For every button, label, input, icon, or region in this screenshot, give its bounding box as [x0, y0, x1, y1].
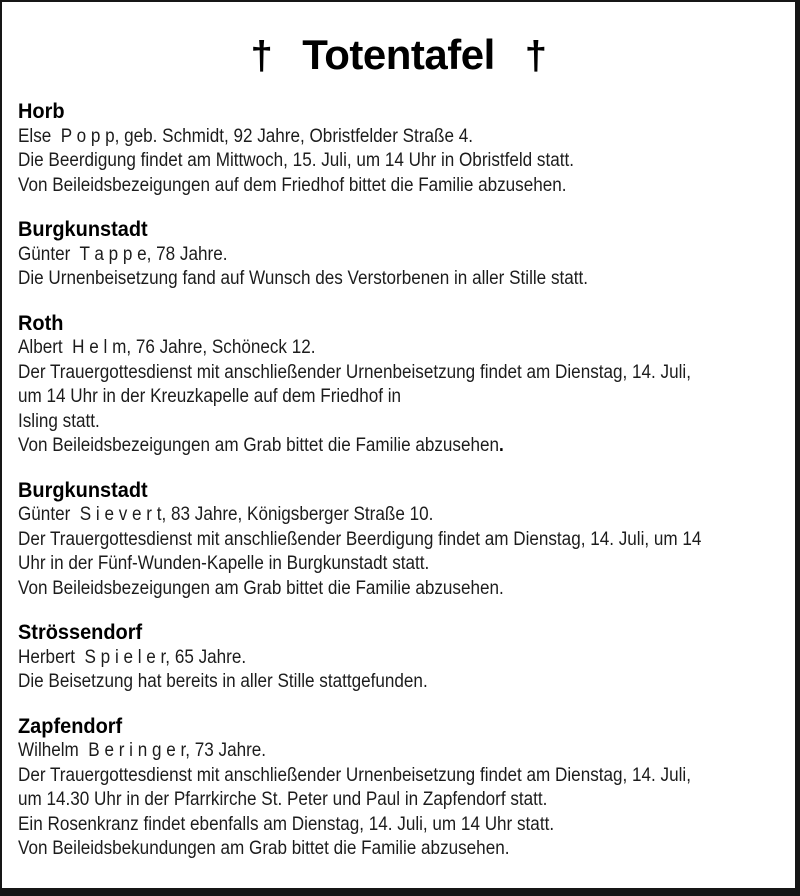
obituary-section — [18, 715, 783, 862]
page-title — [2, 32, 795, 78]
notice-line: Die Beisetzung hat bereits in aller Stille stattgefunden. — [18, 671, 428, 693]
notice-line: Günter T a p p e, 78 Jahre. — [18, 243, 228, 265]
section-lines — [18, 243, 783, 292]
notice-line: Albert H e l m, 76 Jahre, Schöneck 12. — [18, 337, 316, 359]
notice-line: Herbert S p i e l e r, 65 Jahre. — [18, 646, 247, 668]
town-heading: Strössendorf — [18, 621, 143, 645]
section-lines — [18, 336, 783, 459]
notice-line: um 14 Uhr in der Kreuzkapelle auf dem Friedhof in — [18, 386, 402, 408]
town-heading: Horb — [18, 100, 65, 124]
bold-period: . — [499, 435, 504, 457]
town-heading: Burgkunstadt — [18, 218, 148, 242]
town-heading: Zapfendorf — [18, 714, 123, 738]
notice-line: Else P o p p, geb. Schmidt, 92 Jahre, Obristfelder Straße 4. — [18, 125, 473, 147]
sections — [2, 100, 795, 862]
notice-line: Der Trauergottesdienst mit anschließender Urnenbeisetzung findet am Dienstag, 14. Juli, — [18, 361, 691, 383]
notice-line: Günter S i e v e r t, 83 Jahre, Königsberger Straße 10. — [18, 504, 434, 526]
obituary-section — [18, 312, 783, 459]
notice-line: Ein Rosenkranz findet ebenfalls am Dienstag, 14. Juli, um 14 Uhr statt. — [18, 813, 555, 835]
town-heading: Burgkunstadt — [18, 478, 148, 502]
section-lines — [18, 646, 783, 695]
notice-line-text: Von Beileidsbezeigungen am Grab bittet die Familie abzusehen — [18, 435, 500, 457]
notice-line: Von Beileidsbezeigungen auf dem Friedhof bittet die Familie abzusehen. — [18, 174, 567, 196]
notice-line — [18, 434, 707, 459]
notice-line: um 14.30 Uhr in der Pfarrkirche St. Peter und Paul in Zapfendorf statt. — [18, 789, 548, 811]
dagger-icon: † — [524, 34, 547, 78]
section-lines — [18, 125, 783, 199]
obituary-section — [18, 218, 783, 292]
section-lines — [18, 503, 783, 601]
notice-line: Wilhelm B e r i n g e r, 73 Jahre. — [18, 740, 267, 762]
obituary-section — [18, 479, 783, 602]
notice-line: Der Trauergottesdienst mit anschließender Beerdigung findet am Dienstag, 14. Juli, um 14 — [18, 528, 702, 550]
notice-line: Von Beileidsbezeigungen am Grab bittet die Familie abzusehen. — [18, 577, 504, 599]
notice-line: Die Urnenbeisetzung fand auf Wunsch des Verstorbenen in aller Stille statt. — [18, 268, 589, 290]
page-title-text: Totentafel — [302, 31, 495, 78]
section-lines — [18, 739, 783, 862]
notice-line: Isling statt. — [18, 410, 100, 432]
notice-line: Von Beileidsbekundungen am Grab bittet die Familie abzusehen. — [18, 838, 510, 860]
town-heading: Roth — [18, 311, 64, 335]
dagger-icon: † — [250, 34, 273, 78]
obituary-section — [18, 621, 783, 695]
notice-line: Uhr in der Fünf-Wunden-Kapelle in Burgkunstadt statt. — [18, 553, 430, 575]
obituary-section — [18, 100, 783, 198]
notice-line: Die Beerdigung findet am Mittwoch, 15. Juli, um 14 Uhr in Obristfeld statt. — [18, 150, 575, 172]
notice-line: Der Trauergottesdienst mit anschließender Urnenbeisetzung findet am Dienstag, 14. Juli, — [18, 764, 691, 786]
